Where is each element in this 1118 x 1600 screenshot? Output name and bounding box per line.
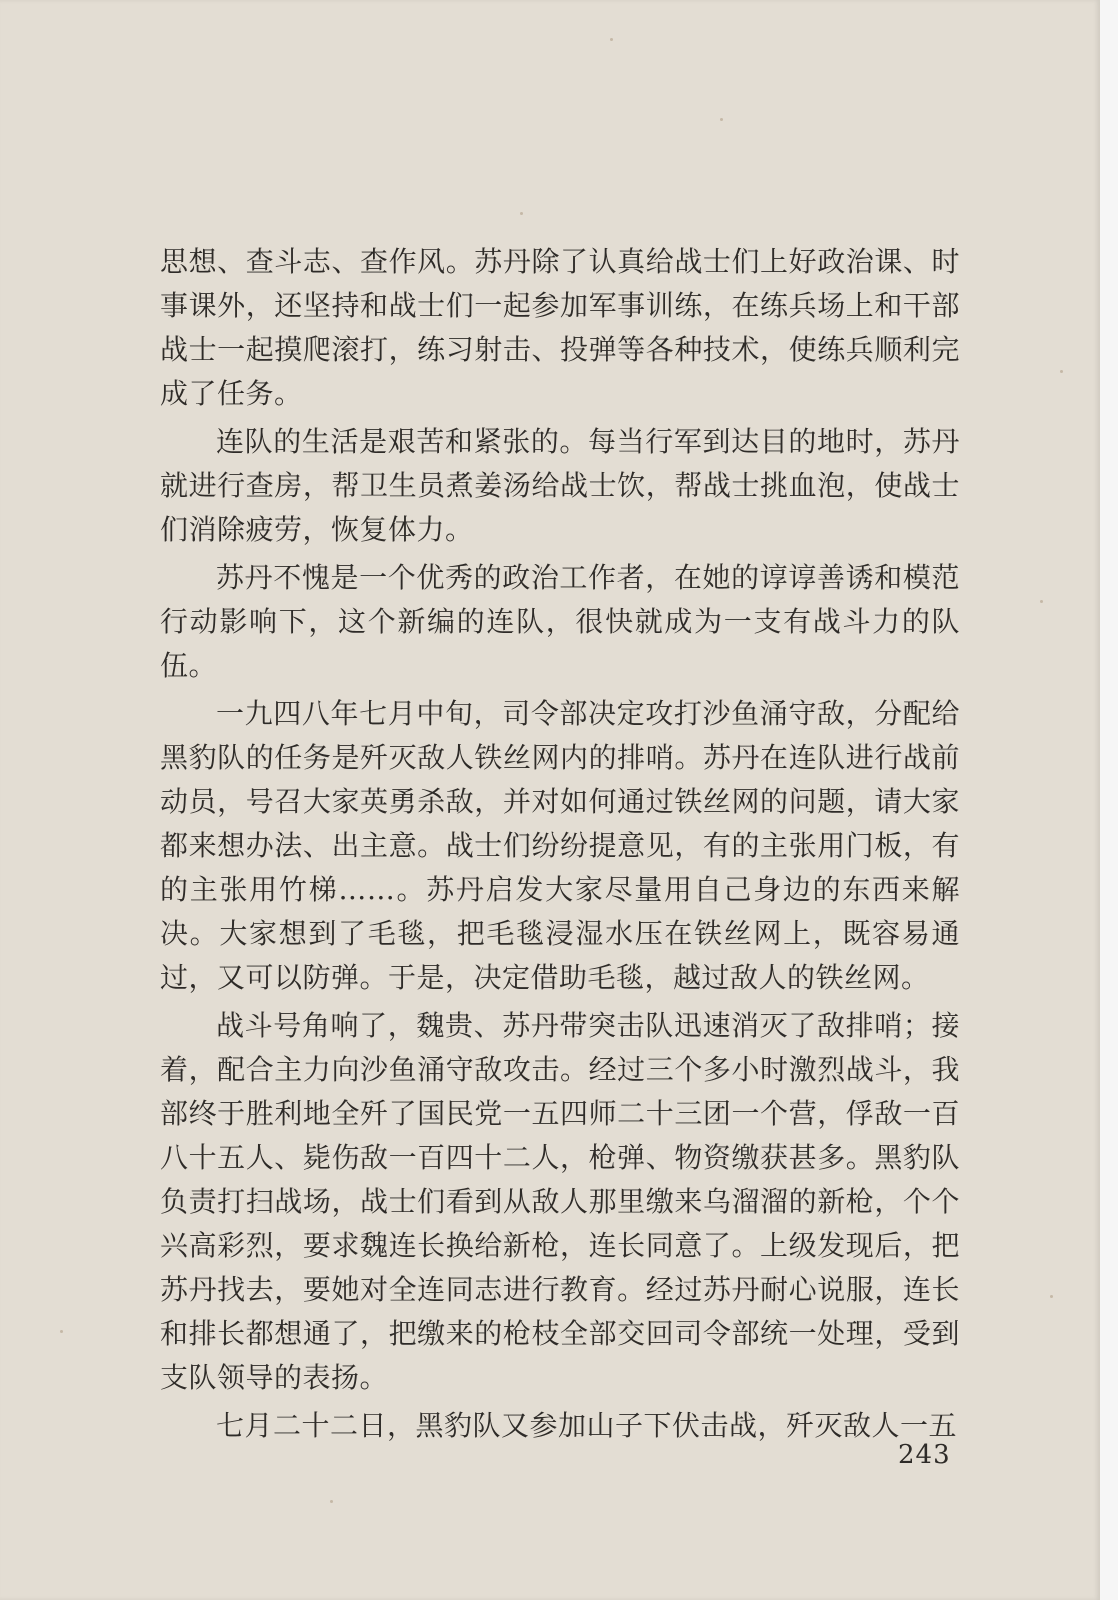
paper-speck xyxy=(720,118,723,121)
paper-speck xyxy=(1060,370,1063,373)
paragraph-5: 战斗号角响了，魏贵、苏丹带突击队迅速消灭了敌排哨；接着，配合主力向沙鱼涌守敌攻击。经过三个多小时激烈战斗，我部终于胜利地全歼了国民党一五四师二十三团一个营，俘敌一百八十五人、毙伤敌一百四十二人，枪弹、物资缴获甚多。黑豹队负责打扫战场，战士们看到从敌人那里缴来乌溜溜的新枪，个个兴高彩烈，要求魏连长换给新枪，连长同意了。上级发现后，把苏丹找去，要她对全连同志进行教育。经过苏丹耐心说服，连长和排长都想通了，把缴来的枪枝全部交回司令部统一处理，受到支队领导的表扬。 xyxy=(160,1009,960,1394)
paper-speck xyxy=(1040,600,1043,603)
page-number: 243 xyxy=(898,1440,951,1470)
paper-speck xyxy=(60,1330,63,1333)
paper-speck xyxy=(520,212,523,215)
paragraph-6: 七月二十二日，黑豹队又参加山子下伏击战，歼灭敌人一五 xyxy=(216,1409,958,1442)
paragraph-4: 一九四八年七月中旬，司令部决定攻打沙鱼涌守敌，分配给黑豹队的任务是歼灭敌人铁丝网内的排哨。苏丹在连队进行战前动员，号召大家英勇杀敌，并对如何通过铁丝网的问题，请大家都来想办法、出主意。战士们纷纷提意见，有的主张用门板，有的主张用竹梯……。苏丹启发大家尽量用自己身边的东西来解决。大家想到了毛毯，把毛毯浸湿水压在铁丝网上，既容易通过，又可以防弹。于是，决定借助毛毯，越过敌人的铁丝网。 xyxy=(160,697,960,994)
scan-edge xyxy=(1100,0,1118,1600)
paper-speck xyxy=(330,1500,333,1503)
paper-speck xyxy=(1050,1295,1053,1298)
paragraph-1: 思想、查斗志、查作风。苏丹除了认真给战士们上好政治课、时事课外，还坚持和战士们一起参加军事训练，在练兵场上和干部战士一起摸爬滚打，练习射击、投弹等各种技术，使练兵顺利完成了任务。 xyxy=(160,245,960,410)
body-text xyxy=(160,240,960,1452)
paper-speck xyxy=(610,38,613,41)
paragraph-2: 连队的生活是艰苦和紧张的。每当行军到达目的地时，苏丹就进行查房，帮卫生员煮姜汤给战士饮，帮战士挑血泡，使战士们消除疲劳，恢复体力。 xyxy=(160,425,960,546)
paragraph-3: 苏丹不愧是一个优秀的政治工作者，在她的谆谆善诱和模范行动影响下，这个新编的连队，很快就成为一支有战斗力的队伍。 xyxy=(160,561,960,682)
